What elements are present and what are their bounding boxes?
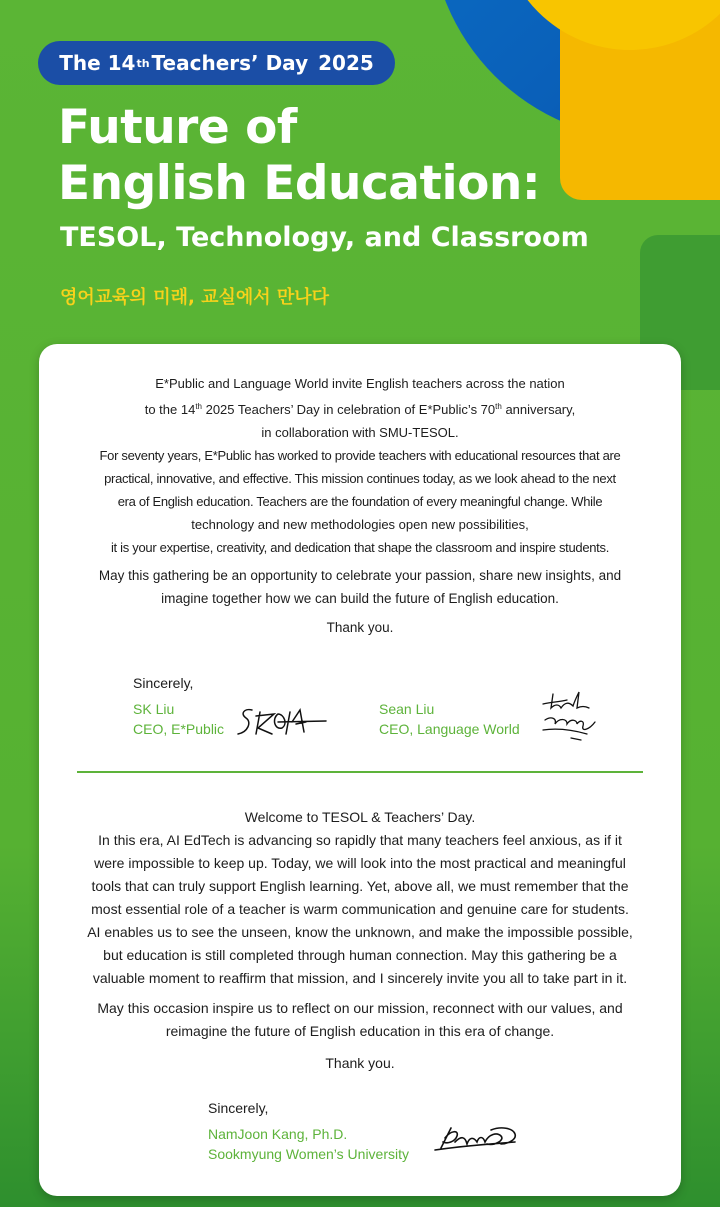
wish-line: reimagine the future of English education in this era of change. <box>165 1023 555 1039</box>
invitation-card <box>39 344 681 1196</box>
title-line-1: Future of <box>58 100 297 155</box>
badge-sup: th <box>136 56 150 70</box>
signer1-block <box>133 699 224 739</box>
letter1-closing: Sincerely, <box>133 675 194 691</box>
page-subtitle: TESOL, Technology, and Classroom <box>60 222 589 253</box>
letter1-thanks: Thank you. <box>326 620 394 635</box>
intro-line: era of English education. Teachers are the foundation of every meaningful change. While <box>117 494 603 509</box>
letter2-wish <box>39 997 681 1043</box>
intro-line: in collaboration with SMU-TESOL. <box>261 425 459 440</box>
letter1-intro <box>39 372 681 559</box>
signer1-title: CEO, E*Public <box>133 721 225 737</box>
intro-frag: anniversary, <box>501 402 576 417</box>
signer2-name: Sean Liu <box>379 701 435 717</box>
letter2-closing: Sincerely, <box>208 1100 269 1116</box>
signer3-affiliation: Sookmyung Women’s University <box>208 1146 410 1162</box>
intro-line: E*Public and Language World invite English teachers across the nation <box>155 376 565 391</box>
intro-line: technology and new methodologies open new possibilities, <box>191 517 529 532</box>
signature-sean-liu <box>537 690 597 742</box>
letter2-thanks: Thank you. <box>325 1055 395 1071</box>
body-line: In this era, AI EdTech is advancing so rapidly that many teachers feel anxious, as if it <box>98 832 622 848</box>
wish-line: imagine together how we can build the future of English education. <box>161 591 559 606</box>
intro-sup: th <box>195 402 202 411</box>
signer3-block <box>208 1124 409 1164</box>
signer1-name: SK Liu <box>133 701 175 717</box>
body-line: most essential role of a teacher is warm communication and genuine care for students. <box>91 901 629 917</box>
title-line-2: English Education: <box>58 156 541 211</box>
badge-middle: Teachers’ Day <box>151 51 309 75</box>
body-line: but education is still completed through human connection. May this gathering be a <box>103 947 617 963</box>
intro-line <box>39 395 681 421</box>
body-line: tools that can truly support English learning. Yet, above all, we must remember that the <box>91 878 629 894</box>
signer2-block <box>379 699 520 739</box>
body-line: Welcome to TESOL & Teachers’ Day. <box>244 809 476 825</box>
intro-frag: 2025 Teachers’ Day in celebration of E*Public’s 70 <box>201 402 496 417</box>
signature-sk-liu <box>234 704 329 740</box>
intro-sup: th <box>495 402 502 411</box>
wish-line: May this occasion inspire us to reflect on our mission, reconnect with our values, and <box>97 1000 623 1016</box>
intro-frag: to the 14 <box>144 402 196 417</box>
signer3-name: NamJoon Kang, Ph.D. <box>208 1126 348 1142</box>
badge-year: 2025 <box>318 51 374 75</box>
section-divider <box>77 771 643 773</box>
body-line: valuable moment to reaffirm that mission, and I sincerely invite you all to take part in it. <box>92 970 628 986</box>
signature-namjoon-kang <box>431 1122 521 1156</box>
intro-line: For seventy years, E*Public has worked to provide teachers with educational resources that are <box>99 448 621 463</box>
body-line: were impossible to keep up. Today, we will look into the most practical and meaningful <box>94 855 626 871</box>
badge-prefix: The 14 <box>59 51 136 75</box>
intro-line: it is your expertise, creativity, and dedication that shape the classroom and inspire students. <box>110 540 610 555</box>
event-badge <box>38 41 395 85</box>
korean-tagline: 영어교육의 미래, 교실에서 만나다 <box>60 287 330 308</box>
letter1-wish <box>39 564 681 610</box>
intro-line: practical, innovative, and effective. This mission continues today, as we look ahead to the next <box>104 471 616 486</box>
letter2-body <box>39 806 681 990</box>
signer2-title: CEO, Language World <box>379 721 520 737</box>
page-title <box>58 100 540 212</box>
wish-line: May this gathering be an opportunity to celebrate your passion, share new insights, and <box>98 568 622 583</box>
body-line: AI enables us to see the unseen, know the unknown, and make the impossible possible, <box>87 924 633 940</box>
